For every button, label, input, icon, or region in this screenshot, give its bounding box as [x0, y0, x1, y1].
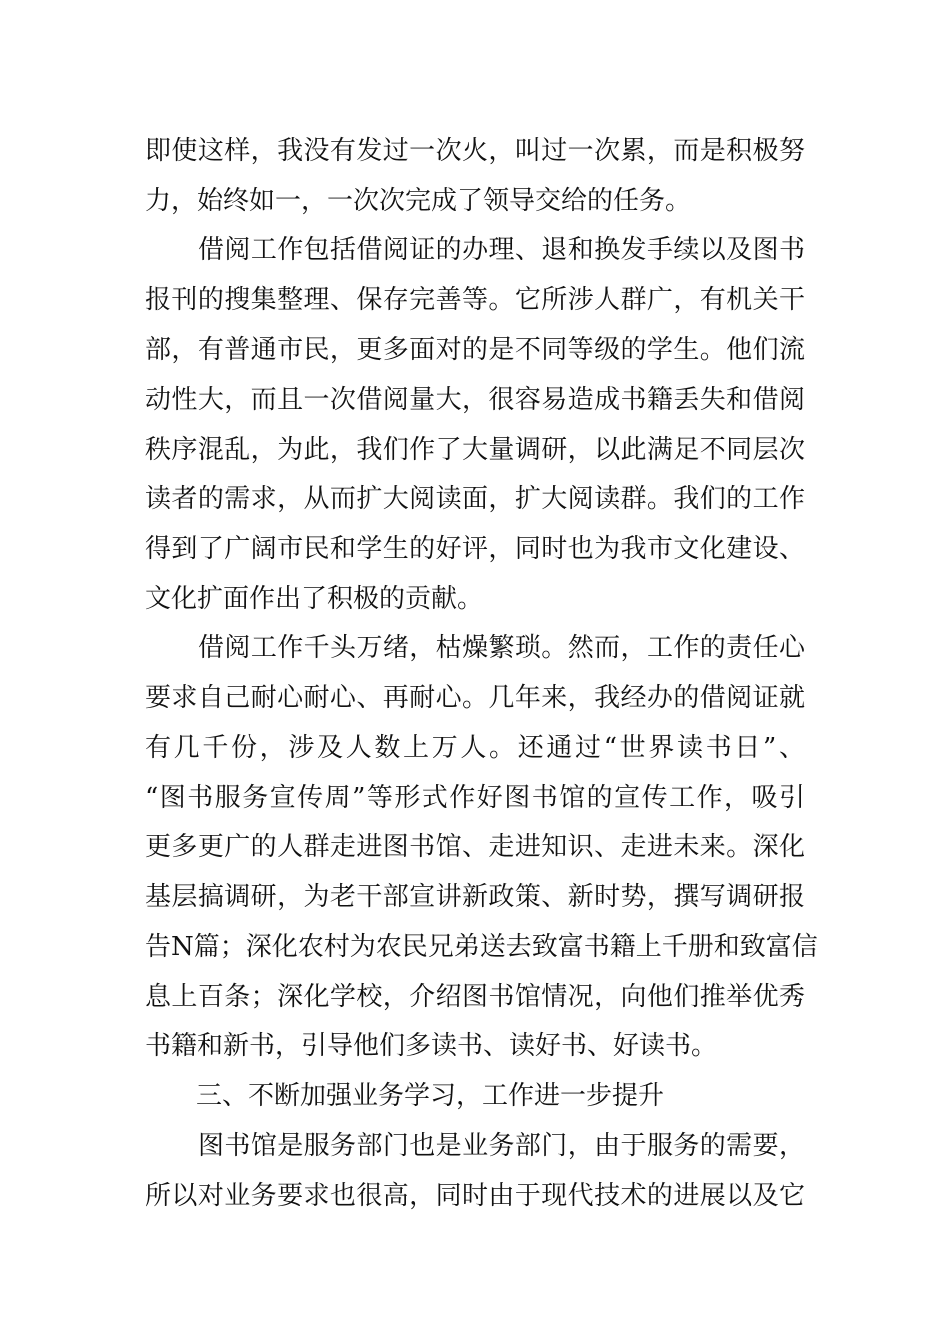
- body-text-line: 基层搞调研，为老干部宣讲新政策、新时势，撰写调研报: [145, 882, 805, 912]
- paragraph-first-line: 借阅工作千头万绪，枯燥繁琐。然而，工作的责任心: [198, 633, 805, 663]
- body-text-line: 秩序混乱，为此，我们作了大量调研，以此满足不同层次: [145, 435, 805, 465]
- body-text-line: 告N篇；深化农村为农民兄弟送去致富书籍上千册和致富信: [145, 932, 818, 962]
- body-text-line: “图书服务宣传周”等形式作好图书馆的宣传工作，吸引: [145, 783, 805, 813]
- body-text-line: 所以对业务要求也很高，同时由于现代技术的进展以及它: [145, 1181, 805, 1211]
- body-text-line: 读者的需求，从而扩大阅读面，扩大阅读群。我们的工作: [145, 484, 805, 514]
- body-text-line: 得到了广阔市民和学生的好评，同时也为我市文化建设、: [145, 534, 805, 564]
- body-text-line: 力，始终如一，一次次完成了领导交给的任务。: [145, 186, 692, 216]
- body-text-line: 有几千份，涉及人数上万人。还通过“世界读书日”、: [145, 733, 805, 763]
- body-text-line: 息上百条；深化学校，介绍图书馆情况，向他们推举优秀: [145, 982, 805, 1012]
- body-text-line: 要求自己耐心耐心、再耐心。几年来，我经办的借阅证就: [145, 683, 805, 713]
- paragraph-first-line: 借阅工作包括借阅证的办理、退和换发手续以及图书: [198, 235, 805, 265]
- body-text-line: 文化扩面作出了积极的贡献。: [145, 584, 484, 614]
- body-text-line: 书籍和新书，引导他们多读书、读好书、好读书。: [145, 1031, 718, 1061]
- body-text-line: 更多更广的人群走进图书馆、走进知识、走进未来。深化: [145, 832, 805, 862]
- paragraph-first-line: 图书馆是服务部门也是业务部门，由于服务的需要，: [198, 1131, 805, 1161]
- body-text-line: 报刊的搜集整理、保存完善等。它所涉人群广，有机关干: [145, 285, 805, 315]
- section-heading: 三、不断加强业务学习，工作进一步提升: [196, 1081, 665, 1111]
- body-text-line: 部，有普通市民，更多面对的是不同等级的学生。他们流: [145, 335, 805, 365]
- body-text-line: 即使这样，我没有发过一次火，叫过一次累，而是积极努: [145, 136, 805, 166]
- body-text-line: 动性大，而且一次借阅量大，很容易造成书籍丢失和借阅: [145, 385, 805, 415]
